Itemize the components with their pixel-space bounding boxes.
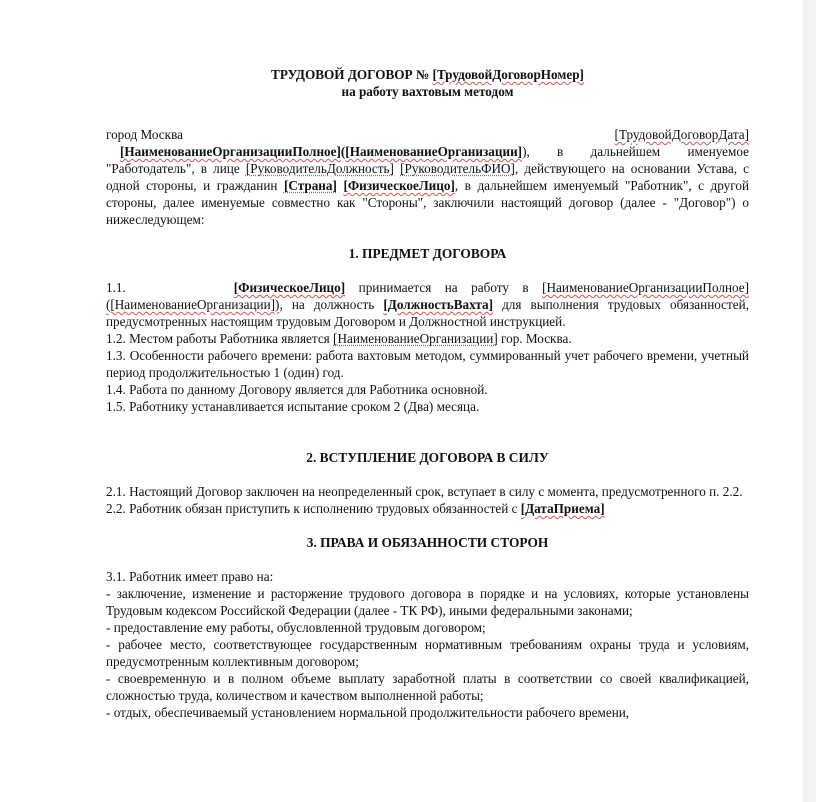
document-subtitle: на работу вахтовым методом <box>341 84 514 99</box>
title-prefix: ТРУДОВОЙ ДОГОВОР № <box>271 67 433 82</box>
city-date-line <box>106 126 749 143</box>
clause-1-1: 1.1. [ФизическоеЛицо] принимается на работу в [НаименованиеОрганизацииПолное]([НаименованиеОрганизации]), на должность [ДолжностьВахта] для выполнения трудовых обязанностей, предусмотренных настоящим трудовым Договором и Должностной инструкцией. <box>106 280 750 329</box>
list-item: - заключение, изменение и расторжение трудового договора в порядке и на условиях, которые установлены Трудовым кодексом Российской Федерации (далее - ТК РФ), иными федеральными законами; <box>106 586 749 618</box>
head-name-field[interactable]: [РуководительФИО] <box>400 161 515 176</box>
document-body <box>106 66 749 721</box>
vertical-scrollbar[interactable] <box>803 0 816 802</box>
org-full-name-field[interactable]: [НаименованиеОрганизацииПолное] <box>120 144 341 159</box>
clause-2-2: 2.2. Работник обязан приступить к исполнению трудовых обязанностей с [ДатаПриема] <box>106 501 605 516</box>
contract-date-field[interactable]: [ТрудовойДоговорДата] <box>614 127 749 142</box>
section-3-heading: 3. ПРАВА И ОБЯЗАННОСТИ СТОРОН <box>306 535 549 550</box>
clause-1-5: 1.5. Работнику устанавливается испытание сроком 2 (Два) месяца. <box>106 399 480 414</box>
list-item: - отдых, обеспечиваемый установлением нормальной продолжительности рабочего времени, <box>106 705 630 720</box>
section-1-heading: 1. ПРЕДМЕТ ДОГОВОРА <box>348 246 507 261</box>
list-item: - рабочее место, соответствующее государственным нормативным требованиям охраны труда и условиям, предусмотренным коллективным договором; <box>106 637 749 669</box>
preamble-paragraph: [НаименованиеОрганизацииПолное]([НаименованиеОрганизации]), в дальнейшем именуемое "Работодатель", в лице [РуководительДолжность] [РуководительФИО], действующего на основании Устава, с одной стороны, и гражданин [Страна] [ФизическоеЛицо], в дальнейшем именуемый "Работник", с другой стороны, далее именуемые совместно как "Стороны", заключили настоящий договор (далее - "Договор") о нижеследующем: <box>106 144 749 227</box>
person-field[interactable]: [ФизическоеЛицо] <box>233 280 346 295</box>
clause-2-1: 2.1. Настоящий Договор заключен на неопределенный срок, вступает в силу с момента, предусмотренного п. 2.2. <box>106 484 743 499</box>
list-item: - предоставление ему работы, обусловленной трудовым договором; <box>106 620 486 635</box>
hire-date-field[interactable]: [ДатаПриема] <box>520 501 605 516</box>
clause-1-2: 1.2. Местом работы Работника является [НаименованиеОрганизации] гор. Москва. <box>106 331 572 346</box>
city-text: город Москва <box>106 127 183 142</box>
clause-1-3: 1.3. Особенности рабочего времени: работа вахтовым методом, суммированный учет рабочего времени, учетный период продолжительностью 1 (один) год. <box>106 348 749 380</box>
country-field[interactable]: [Страна] <box>283 178 337 193</box>
clause-1-4: 1.4. Работа по данному Договору является для Работника основной. <box>106 382 488 397</box>
org-short-name-field[interactable]: [НаименованиеОрганизации] <box>345 144 523 159</box>
contract-number-field[interactable]: [ТрудовойДоговорНомер] <box>432 67 584 82</box>
org-name-field[interactable]: [НаименованиеОрганизации] <box>333 331 498 346</box>
clause-3-1: 3.1. Работник имеет право на: <box>106 569 274 584</box>
head-position-field[interactable]: [РуководительДолжность] <box>245 161 394 176</box>
person-field[interactable]: [ФизическоеЛицо] <box>343 178 455 193</box>
org-short-name-field[interactable]: ([НаименованиеОрганизации]) <box>106 297 280 312</box>
org-full-name-field[interactable]: [НаименованиеОрганизацииПолное] <box>542 280 750 295</box>
section-2-heading: 2. ВСТУПЛЕНИЕ ДОГОВОРА В СИЛУ <box>306 450 549 465</box>
position-field[interactable]: [ДолжностьВахта] <box>383 297 493 312</box>
list-item: - своевременную и в полном объеме выплату заработной платы в соответствии со своей квалификацией, сложностью труда, количеством и качеством выполненной работы; <box>106 671 749 703</box>
document-title <box>106 66 749 83</box>
